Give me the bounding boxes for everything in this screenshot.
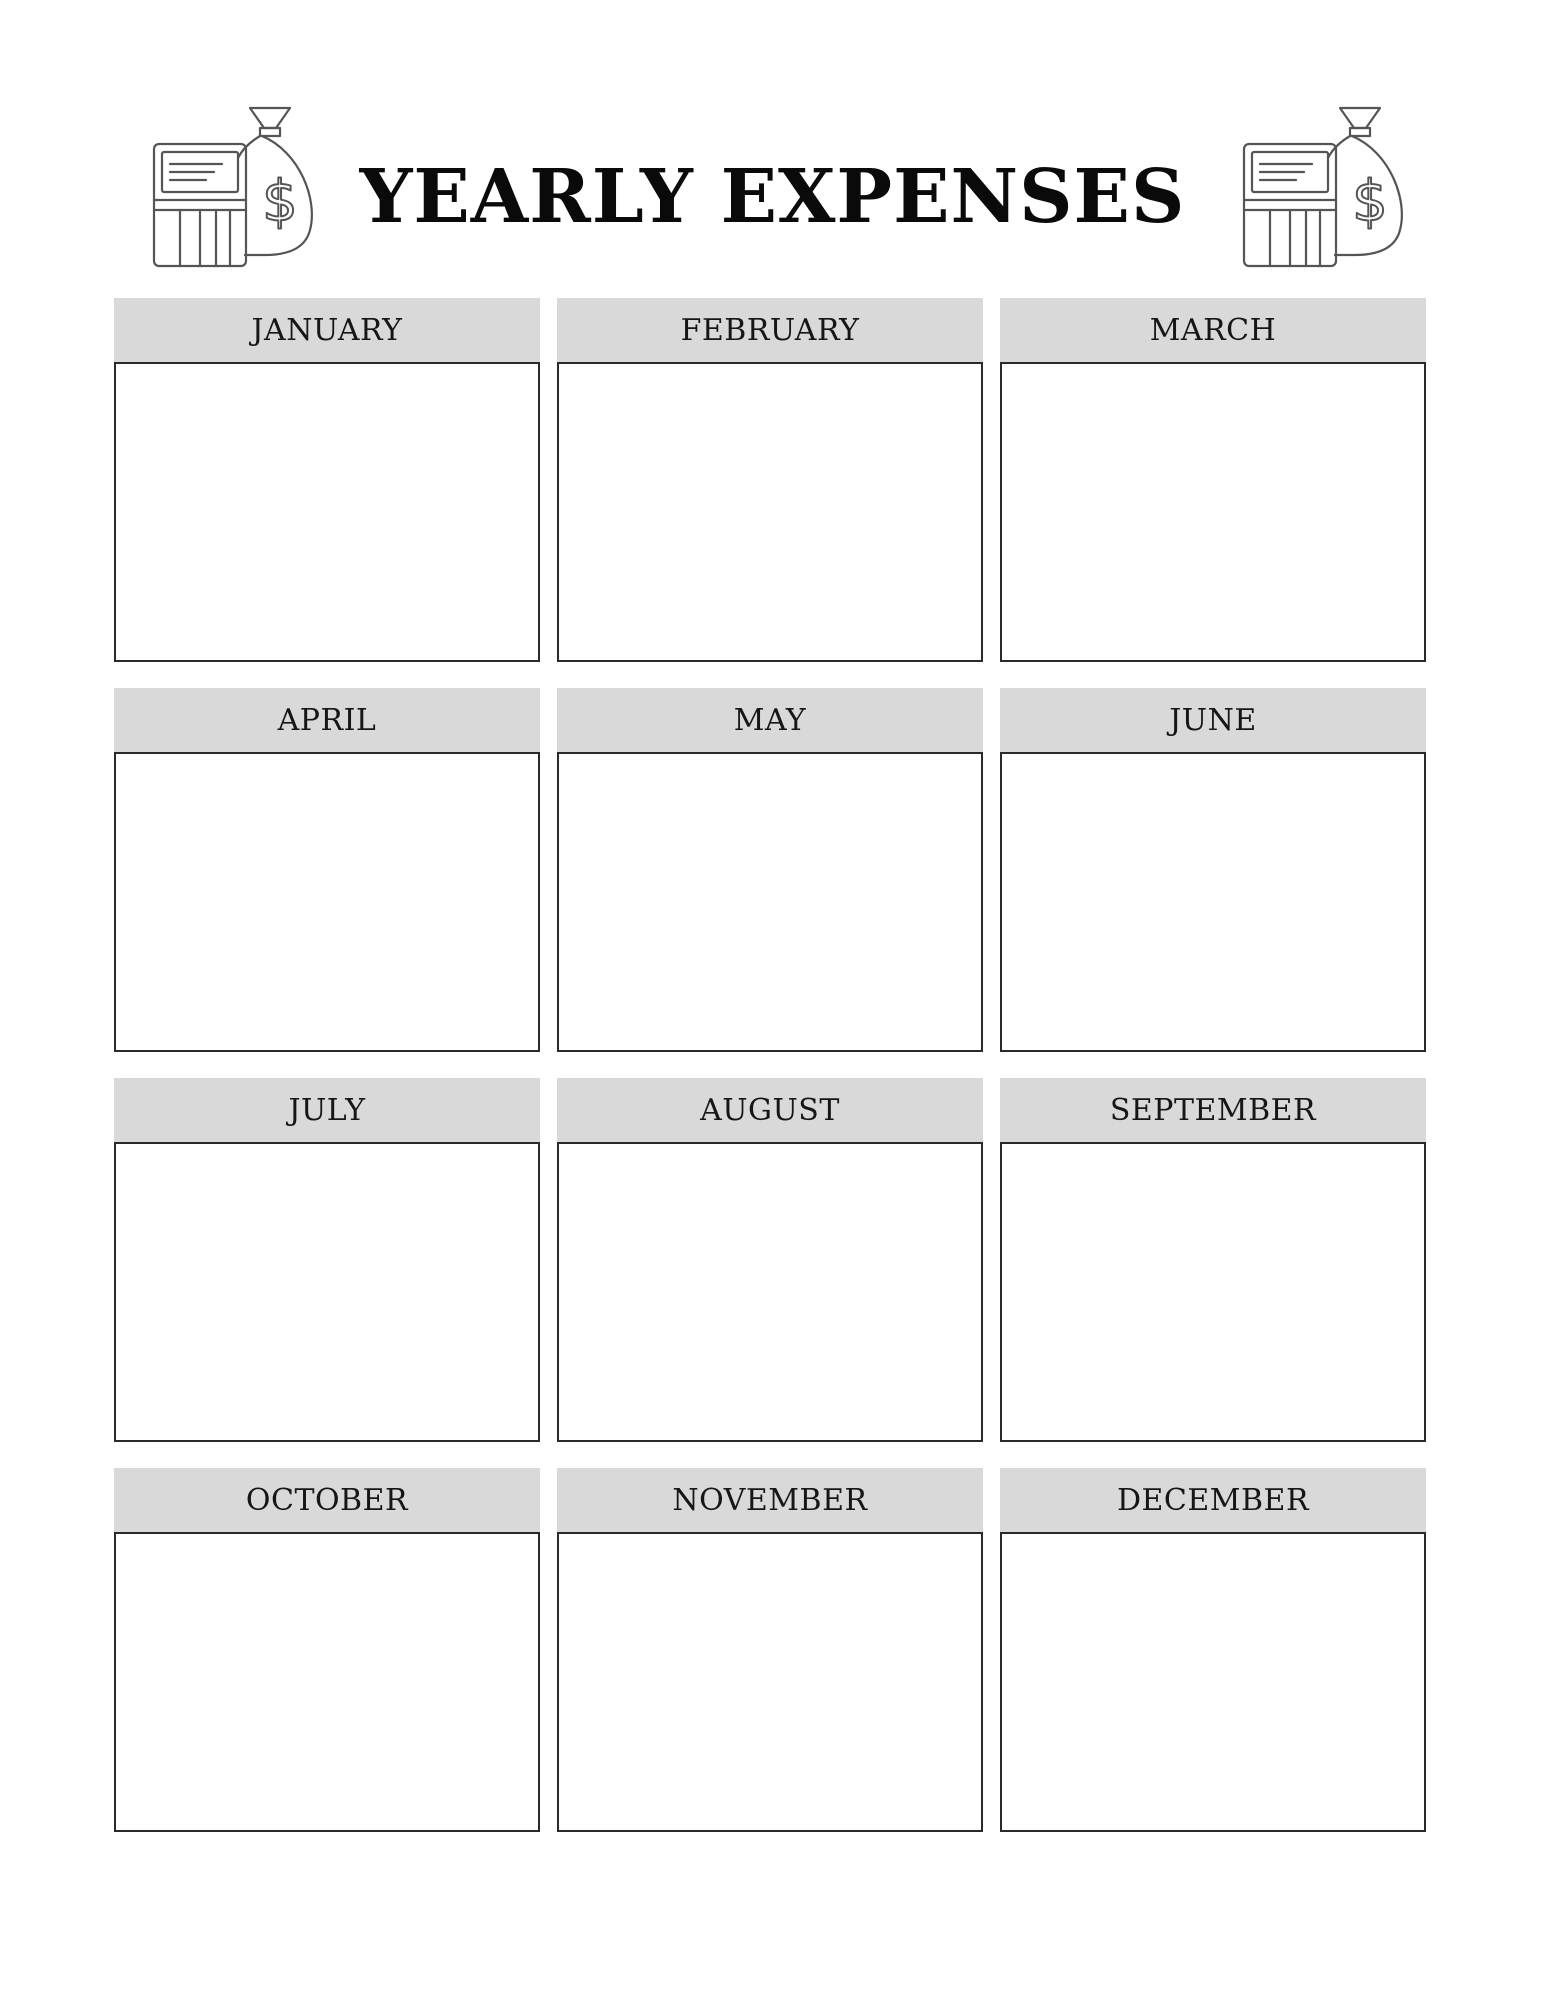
month-label: MAY bbox=[557, 688, 983, 752]
month-card-february bbox=[557, 298, 983, 664]
month-card-june bbox=[1000, 688, 1426, 1054]
month-label: FEBRUARY bbox=[557, 298, 983, 362]
month-card-september bbox=[1000, 1078, 1426, 1444]
month-entry-area[interactable] bbox=[557, 1532, 983, 1832]
month-entry-area[interactable] bbox=[1000, 1532, 1426, 1832]
month-label: MARCH bbox=[1000, 298, 1426, 362]
month-label: AUGUST bbox=[557, 1078, 983, 1142]
month-entry-area[interactable] bbox=[557, 752, 983, 1052]
page-title: YEARLY EXPENSES bbox=[359, 154, 1186, 240]
month-entry-area[interactable] bbox=[114, 1532, 540, 1832]
month-label: JULY bbox=[114, 1078, 540, 1142]
month-card-march bbox=[1000, 298, 1426, 664]
month-label: SEPTEMBER bbox=[1000, 1078, 1426, 1142]
month-card-october bbox=[114, 1468, 540, 1834]
month-card-april bbox=[114, 688, 540, 1054]
month-entry-area[interactable] bbox=[557, 1142, 983, 1442]
month-card-july bbox=[114, 1078, 540, 1444]
svg-text:$: $ bbox=[262, 169, 298, 234]
months-grid bbox=[114, 298, 1427, 1834]
month-entry-area[interactable] bbox=[114, 1142, 540, 1442]
month-entry-area[interactable] bbox=[1000, 362, 1426, 662]
calculator-money-bag-icon bbox=[1240, 100, 1410, 270]
month-card-august bbox=[557, 1078, 983, 1444]
month-card-november bbox=[557, 1468, 983, 1834]
month-label: APRIL bbox=[114, 688, 540, 752]
month-entry-area[interactable] bbox=[1000, 1142, 1426, 1442]
month-label: OCTOBER bbox=[114, 1468, 540, 1532]
month-card-january bbox=[114, 298, 540, 664]
month-card-may bbox=[557, 688, 983, 1054]
month-label: DECEMBER bbox=[1000, 1468, 1426, 1532]
month-entry-area[interactable] bbox=[114, 752, 540, 1052]
month-entry-area[interactable] bbox=[1000, 752, 1426, 1052]
month-label: NOVEMBER bbox=[557, 1468, 983, 1532]
month-label: JUNE bbox=[1000, 688, 1426, 752]
svg-text:$: $ bbox=[1352, 169, 1388, 234]
month-entry-area[interactable] bbox=[557, 362, 983, 662]
month-entry-area[interactable] bbox=[114, 362, 540, 662]
month-card-december bbox=[1000, 1468, 1426, 1834]
month-label: JANUARY bbox=[114, 298, 540, 362]
page-header bbox=[0, 0, 1545, 280]
